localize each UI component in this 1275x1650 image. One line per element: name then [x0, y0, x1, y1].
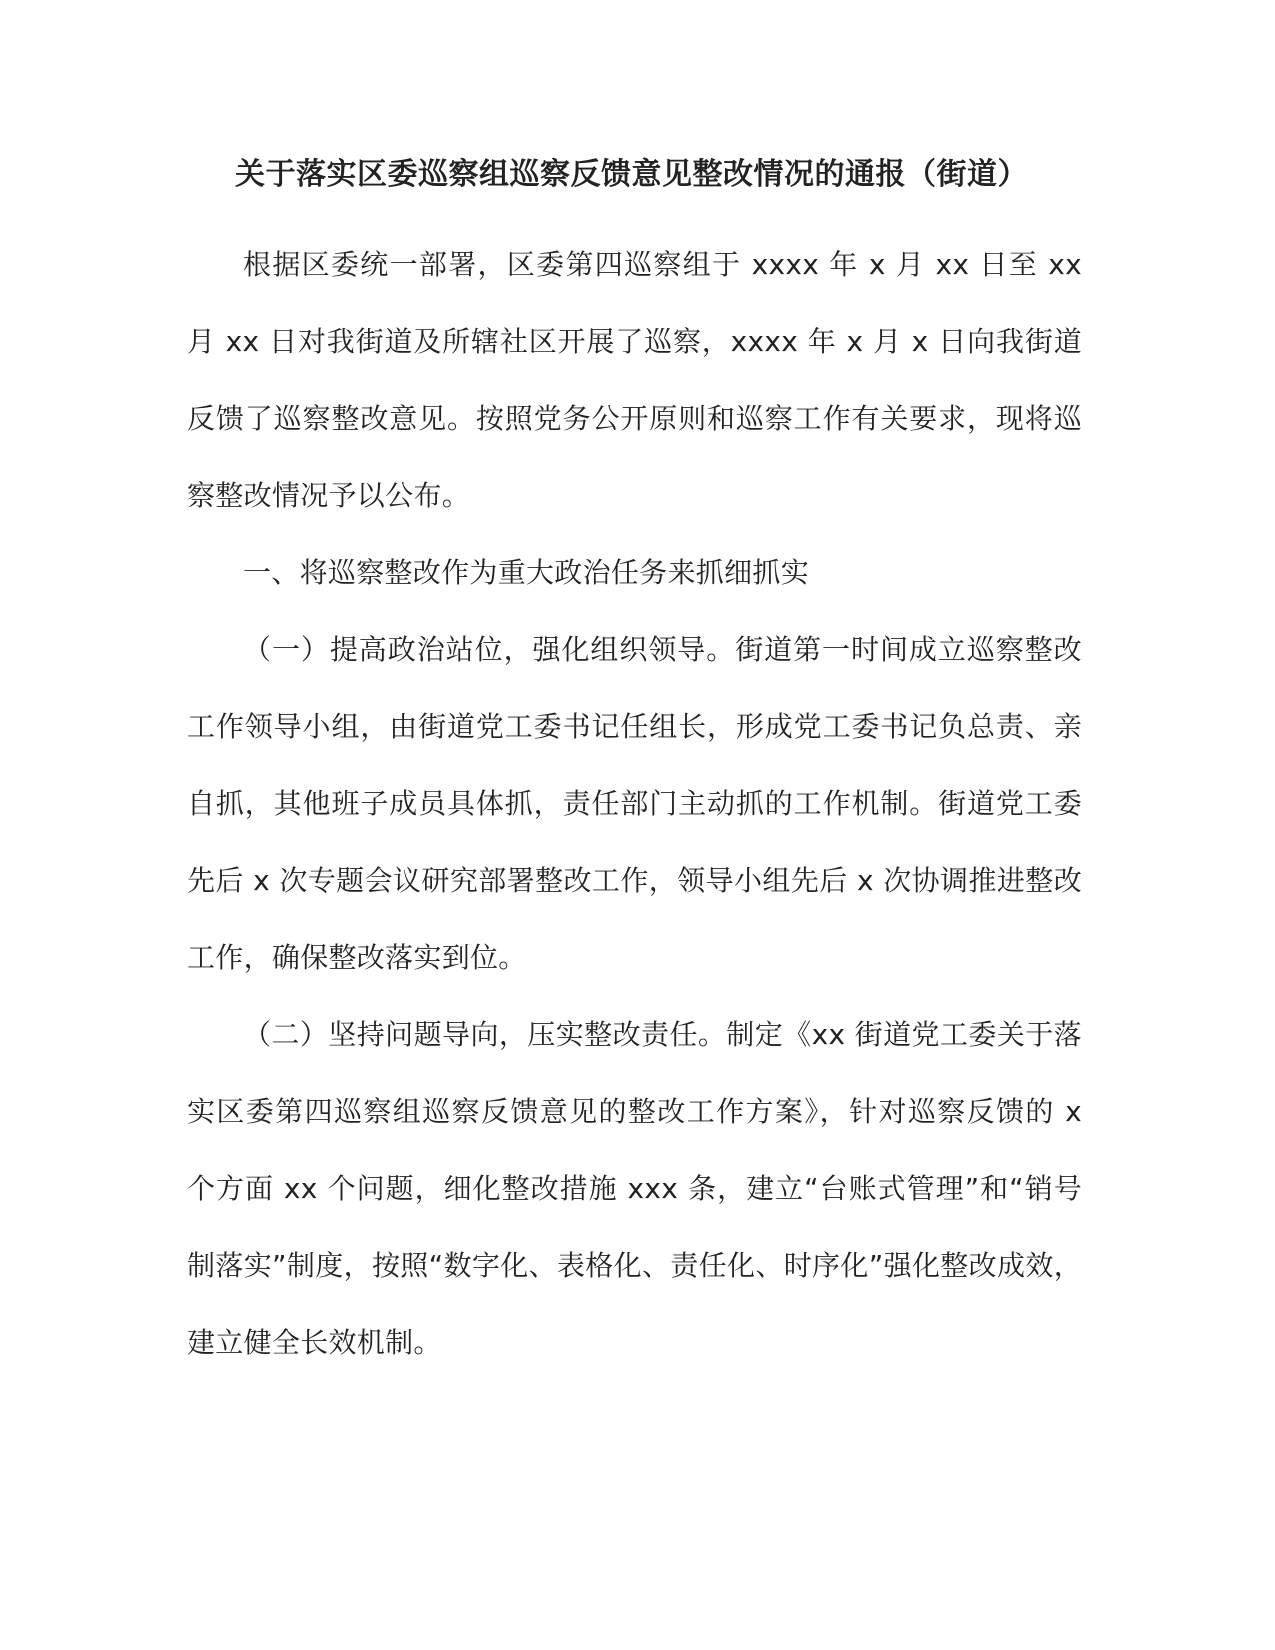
paragraph-subsection-2: （二）坚持问题导向，压实整改责任。制定《xx 街道党工委关于落实区委第四巡察组巡察反馈意见的整改工作方案》，针对巡察反馈的 x 个方面 xx 个问题，细化整改措施 xxx 条，建立“台账式管理”和“销号制落实”制度，按照“数字化、表格化、责任化、时序化”强化整改成效，建立健全长效机制。 [187, 1018, 1082, 1359]
document-title: 关于落实区委巡察组巡察反馈意见整改情况的通报（街道） [235, 157, 1028, 192]
section-heading-1: 一、将巡察整改作为重大政治任务来抓细抓实 [243, 556, 810, 589]
paragraph-subsection-1: （一）提高政治站位，强化组织领导。街道第一时间成立巡察整改工作领导小组，由街道党工委书记任组长，形成党工委书记负总责、亲自抓，其他班子成员具体抓，责任部门主动抓的工作机制。街道党工委先后 x 次专题会议研究部署整改工作，领导小组先后 x 次协调推进整改工作，确保整改落实到位。 [187, 633, 1082, 974]
paragraph-intro: 根据区委统一部署，区委第四巡察组于 xxxx 年 x 月 xx 日至 xx 月 xx 日对我街道及所辖社区开展了巡察，xxxx 年 x 月 x 日向我街道反馈了巡察整改意见。按照党务公开原则和巡察工作有关要求，现将巡察整改情况予以公布。 [187, 248, 1082, 512]
document-body [187, 150, 1082, 1381]
